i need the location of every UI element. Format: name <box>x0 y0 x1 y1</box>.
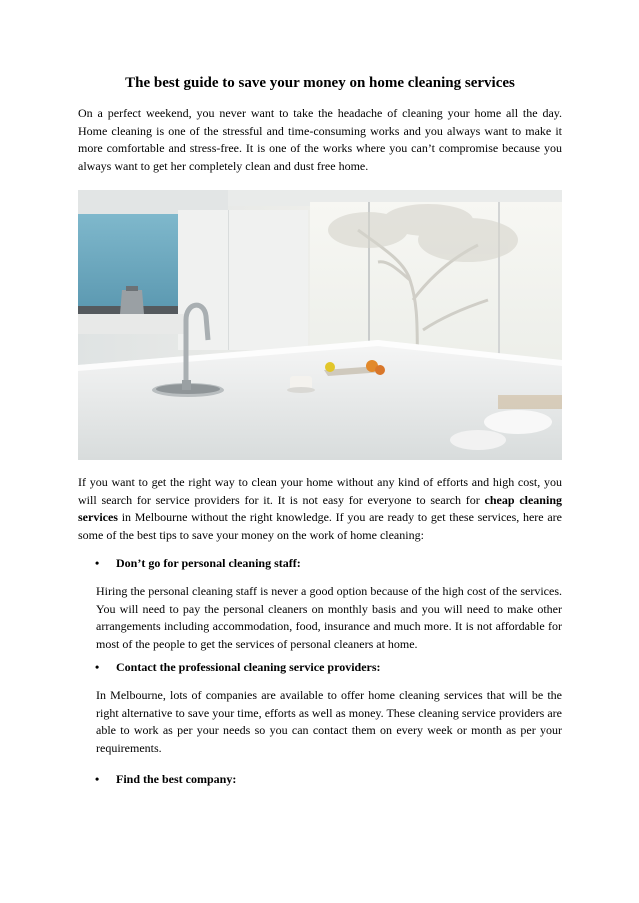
section-body-personal-staff: Hiring the personal cleaning staff is never a good option because of the high cost of the services. You will need to pay the personal cleaners on monthly basis and you will need to make other arrangements including accommodation, food, insurance and much more. It is not affordable for most of the people to get the services of personal cleaners at home. <box>96 584 562 651</box>
bullet-icon: • <box>95 660 100 674</box>
bullet-heading-text: Don’t go for personal cleaning staff: <box>116 556 301 570</box>
bullet-heading-text: Find the best company: <box>116 772 237 786</box>
section-body-professional-providers: In Melbourne, lots of companies are available to offer home cleaning services that will be the right alternative to save your time, efforts as well as money. These cleaning service providers are able to work as per your needs so you can contact them on every week or month as per your requirements. <box>96 688 562 755</box>
bullet-icon: • <box>95 772 100 786</box>
paragraph-text-before: If you want to get the right way to clean your home without any kind of efforts and high cost, you will search for service providers for it. It is not easy for everyone to search for <box>78 475 562 507</box>
intro-paragraph: On a perfect weekend, you never want to take the headache of cleaning your home all the day. Home cleaning is one of the stressful and time-consuming works and you always want to make it more comfortable and stress-free. It is one of the works where you can’t compromise because you always want to get her completely clean and dust free home. <box>78 106 562 173</box>
bullet-heading-text: Contact the professional cleaning service providers: <box>116 660 381 674</box>
paragraph-text-after: in Melbourne without the right knowledge. If you are ready to get these services, here are some of the best tips to save your money on the work of home cleaning: <box>78 510 562 542</box>
page-title: The best guide to save your money on home cleaning services <box>125 75 515 91</box>
cheap-cleaning-services-link-text: cheap cleaning services <box>78 492 562 525</box>
services-paragraph <box>78 474 562 544</box>
bullet-icon: • <box>95 556 100 570</box>
kitchen-photo <box>78 190 562 460</box>
